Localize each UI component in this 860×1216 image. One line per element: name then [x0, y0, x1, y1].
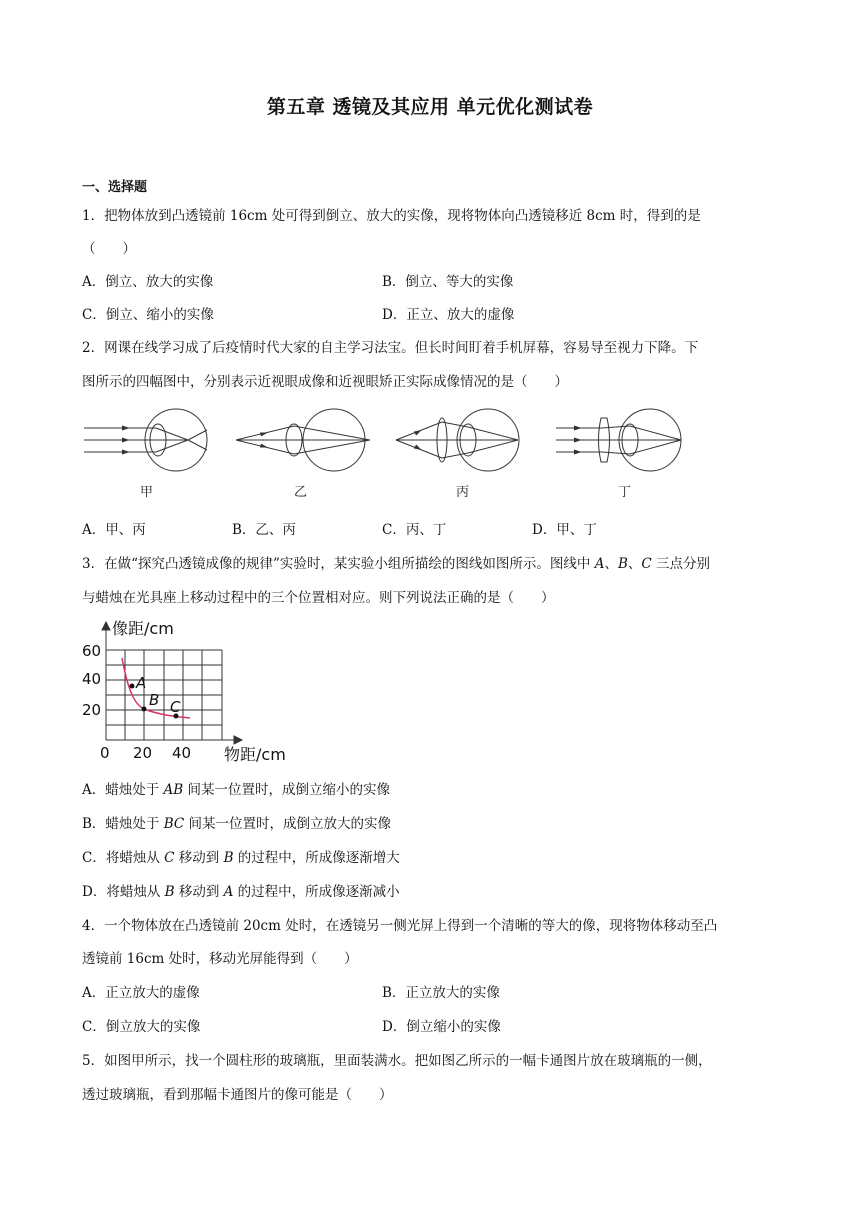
q3-option-a: A．蜡烛处于 AB 间某一位置时，成倒立缩小的实像	[82, 782, 391, 798]
q3-option-b: B．蜡烛处于 BC 间某一位置时，成倒立放大的实像	[82, 816, 392, 832]
q1-option-d: D．正立、放大的虚像	[382, 307, 515, 323]
q1-option-a: A．倒立、放大的实像	[82, 274, 214, 290]
eye-diagram-bing	[396, 409, 519, 471]
eye-diagrams-figure	[78, 402, 698, 504]
graph-xtick-40: 40	[172, 744, 192, 762]
q3-option-c: C．将蜡烛从 C 移动到 B 的过程中，所成像逐渐增大	[82, 850, 400, 866]
eye-label-yi: 乙	[294, 485, 308, 500]
q2-stem-line2: 图所示的四幅图中，分别表示近视眼成像和近视眼矫正实际成像情况的是（ ）	[82, 374, 568, 390]
q4-option-c: C．倒立放大的实像	[82, 1019, 201, 1035]
q4-option-b: B．正立放大的实像	[382, 985, 500, 1001]
q3-stem-line1: 3．在做“探究凸透镜成像的规律”实验时，某实验小组所描绘的图线如图所示。图线中 A、B、C 三点分别	[82, 556, 710, 572]
eye-label-bing: 丙	[456, 485, 470, 500]
graph-x-axis-label: 物距/cm	[224, 745, 286, 764]
graph-y-axis-label: 像距/cm	[112, 620, 174, 638]
graph-ytick-40: 40	[82, 670, 102, 688]
q2-option-d: D．甲、丁	[532, 522, 597, 538]
q5-stem-line2: 透过玻璃瓶，看到那幅卡通图片的像可能是（ ）	[82, 1087, 393, 1103]
q4-option-a: A．正立放大的虚像	[82, 985, 200, 1001]
graph-label-b: B	[149, 691, 160, 709]
graph-ytick-20: 20	[82, 701, 102, 719]
graph-label-a: A	[136, 674, 147, 692]
graph-xtick-0: 0	[100, 744, 110, 762]
eye-label-ding: 丁	[618, 485, 632, 500]
q3-stem-line2: 与蜡烛在光具座上移动过程中的三个位置相对应。则下列说法正确的是（ ）	[82, 590, 555, 606]
q1-option-b: B．倒立、等大的实像	[382, 274, 514, 290]
q2-option-b: B．乙、丙	[232, 522, 296, 538]
eye-diagram-yi	[236, 409, 370, 471]
graph-point-b	[142, 707, 147, 712]
graph-point-a	[130, 684, 135, 689]
q5-stem-line1: 5．如图甲所示，找一个圆柱形的玻璃瓶，里面装满水。把如图乙所示的一幅卡通图片放在玻璃瓶的一侧，	[82, 1053, 712, 1069]
graph-xtick-20: 20	[133, 744, 153, 762]
image-distance-graph	[72, 620, 322, 766]
q2-stem-line1: 2．网课在线学习成了后疫情时代大家的自主学习法宝。但长时间盯着手机屏幕，容易导至视力下降。下	[82, 340, 699, 356]
q3-option-d: D．将蜡烛从 B 移动到 A 的过程中，所成像逐渐减小	[82, 884, 400, 900]
q4-stem-line2: 透镜前 16cm 处时，移动光屏能得到（ ）	[82, 951, 358, 967]
page-title: 第五章 透镜及其应用 单元优化测试卷	[266, 96, 594, 118]
eye-diagram-jia	[84, 409, 207, 471]
q4-stem-line1: 4．一个物体放在凸透镜前 20cm 处时，在透镜另一侧光屏上得到一个清晰的等大的像，现将物体移动至凸	[82, 918, 718, 934]
eye-label-jia: 甲	[140, 485, 154, 500]
section-heading: 一、选择题	[82, 180, 148, 195]
q1-stem-line2: （ ）	[82, 241, 136, 257]
q1-option-c: C．倒立、缩小的实像	[82, 307, 214, 323]
graph-ytick-60: 60	[82, 642, 102, 660]
graph-label-c: C	[170, 698, 181, 716]
q4-option-d: D．倒立缩小的实像	[382, 1019, 501, 1035]
q2-option-a: A．甲、丙	[82, 522, 146, 538]
q2-option-c: C．丙、丁	[382, 522, 447, 538]
eye-diagram-ding	[556, 409, 681, 471]
q1-stem-line1: 1．把物体放到凸透镜前 16cm 处可得到倒立、放大的实像，现将物体向凸透镜移近 8cm 时，得到的是	[82, 208, 701, 224]
